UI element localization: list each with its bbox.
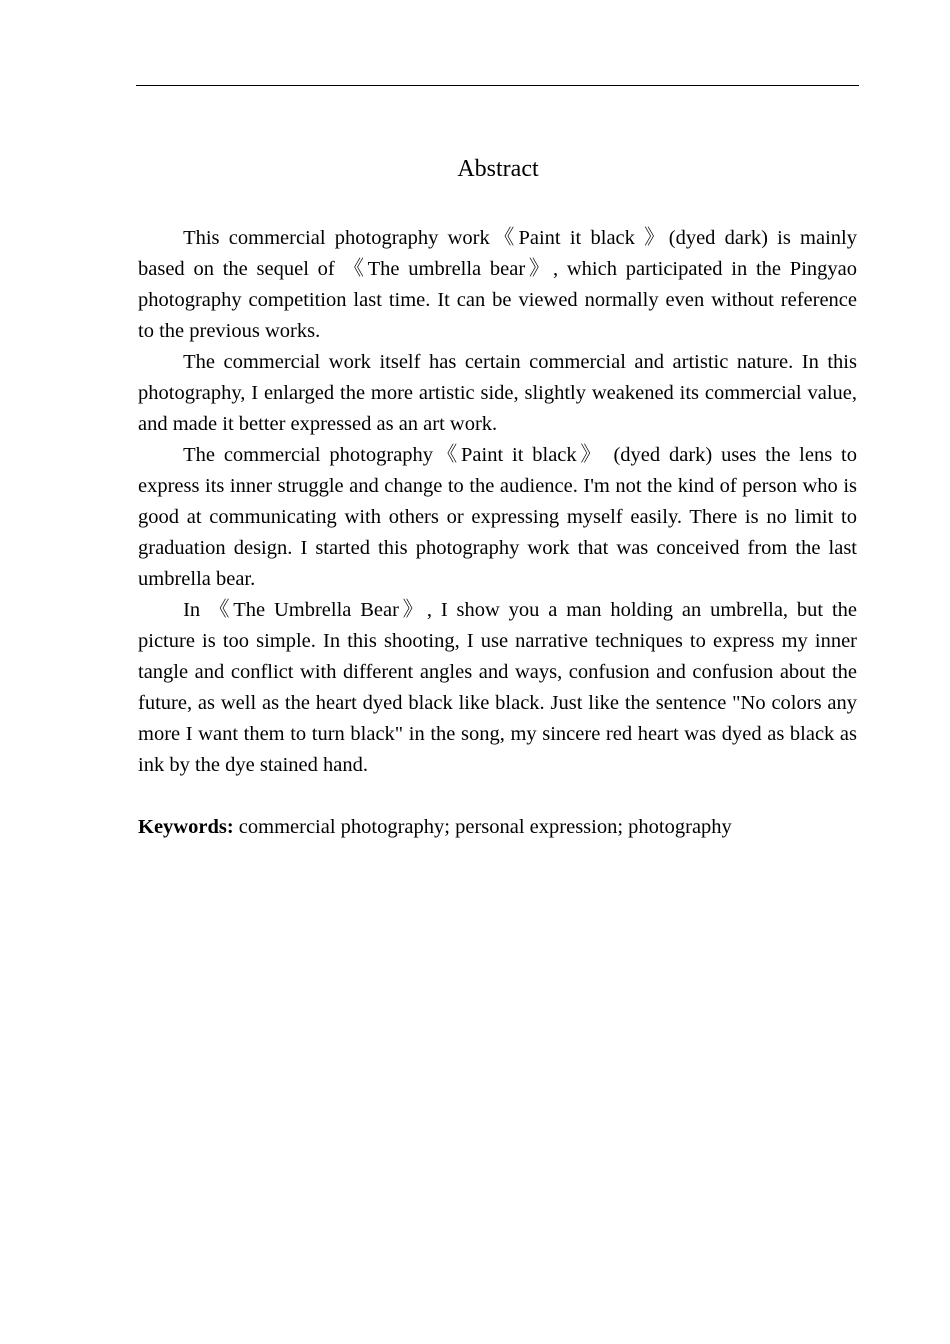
abstract-paragraph-4: In 《The Umbrella Bear》, I show you a man holding an umbrella, but the picture is too simple. In this shooting, I use narrative techniques to express my inner tangle and conflict with different angles and ways, confusion and confusion about the future, as well as the heart dyed black like black. Just like the sentence "No colors any more I want them to turn black" in the song, my sincere red heart was dyed as black as ink by the dye stained hand. bbox=[138, 599, 857, 776]
keywords-line bbox=[138, 812, 857, 843]
keywords-label: Keywords: bbox=[138, 816, 234, 838]
keywords-text: commercial photography; personal expression; photography bbox=[233, 816, 732, 838]
abstract-paragraph-2: The commercial work itself has certain commercial and artistic nature. In this photography, I enlarged the more artistic side, slightly weakened its commercial value, and made it better expressed as an art work. bbox=[138, 351, 857, 435]
abstract-paragraph-3: The commercial photography《Paint it black》 (dyed dark) uses the lens to express its inner struggle and change to the audience. I'm not the kind of person who is good at communicating with others or expressing myself easily. There is no limit to graduation design. I started this photography work that was conceived from the last umbrella bear. bbox=[138, 444, 857, 590]
abstract-body bbox=[138, 223, 857, 843]
header-rule bbox=[136, 85, 859, 86]
abstract-title: Abstract bbox=[457, 156, 539, 182]
abstract-paragraph-1: This commercial photography work《Paint it black 》(dyed dark) is mainly based on the sequel of 《The umbrella bear》, which participated in the Pingyao photography competition last time. It can be viewed normally even without reference to the previous works. bbox=[138, 227, 857, 342]
